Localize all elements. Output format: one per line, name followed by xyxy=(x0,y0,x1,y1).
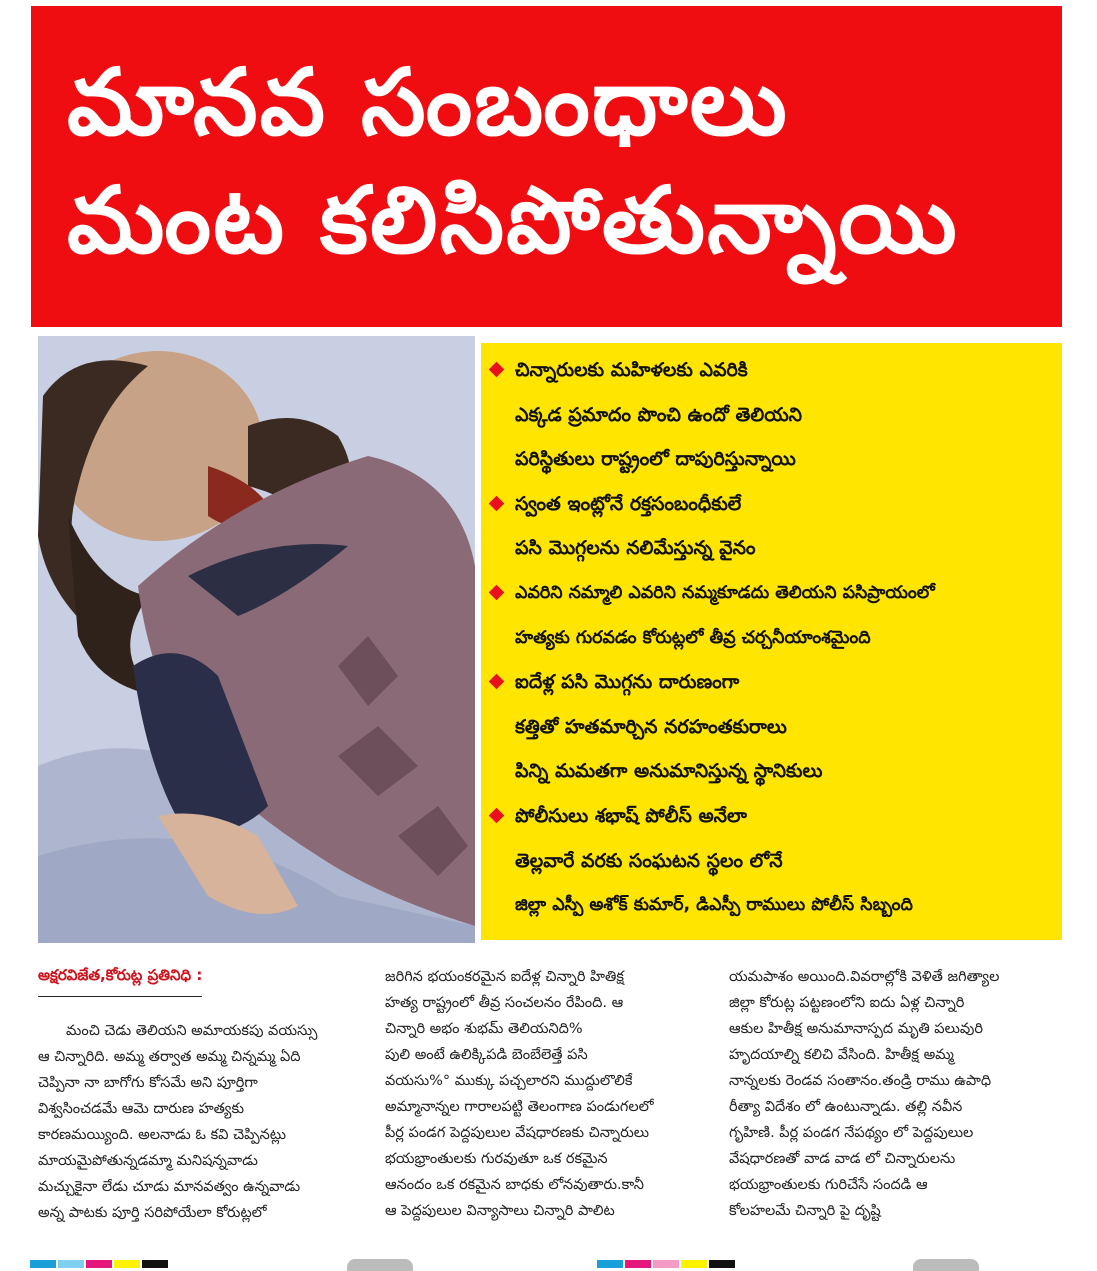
highlight-4-line-1: ఐదేళ్ల పసి మొగ్గను దారుణంగా xyxy=(489,671,1050,716)
body-column-3 xyxy=(729,964,1059,1224)
headline-line-2: మంట కలిసిపోతున్నాయి xyxy=(67,167,959,274)
bullet-diamond-icon xyxy=(489,362,505,378)
body-line: పులి అంటే ఉలిక్కిపడి బెంబేలెత్తే పసి xyxy=(385,1047,588,1063)
body-line: భయభ్రాంతులకు గురవుతూ ఒక రకమైన xyxy=(385,1151,608,1167)
body-line: గృహిణి. పీర్ల పండగ నేపథ్యం లో పెద్దపులుల xyxy=(729,1125,974,1141)
body-line: మంచి చెడు తెలియని అమాయకపు వయస్సు xyxy=(66,1023,318,1039)
registration-tab xyxy=(913,1259,979,1271)
news-photo xyxy=(38,336,475,943)
bullet-diamond-icon xyxy=(489,674,505,690)
highlight-5-line-2: తెల్లవారే వరకు సంఘటన స్థలం లోనే xyxy=(515,849,783,872)
highlight-2-line-1: స్వంత ఇంట్లోనే రక్తసంబంధీకులే xyxy=(489,493,1050,538)
body-line: చిన్నారి అభం శుభమ్ తెలియనిది% xyxy=(385,1021,583,1037)
bullet-diamond-icon xyxy=(489,808,505,824)
body-line: కోలహలమే చిన్నారి పై దృష్టి xyxy=(729,1203,881,1219)
highlight-3-line-2: హత్యకు గురవడం కోరుట్లలో తీవ్ర చర్చనీయాంశమైంది xyxy=(515,627,871,648)
body-line: చెప్పినా నా బాగోగు కోసమే అని పూర్తిగా xyxy=(38,1075,258,1091)
body-line: కారణమయ్యింది. అలనాడు ఓ కవి చెప్పినట్లు xyxy=(38,1127,287,1143)
highlight-1-line-2: ఎక్కడ ప్రమాదం పొంచి ఉందో తెలియని xyxy=(515,403,803,426)
highlight-4-line-3: పిన్ని మమతగా అనుమానిస్తున్న స్థానికులు xyxy=(515,760,823,783)
body-line: అమ్మానాన్నల గారాలపట్టి తెలంగాణ పండుగలలో xyxy=(385,1099,654,1115)
body-column-1 xyxy=(38,1018,368,1226)
news-photo-illustration xyxy=(38,336,475,943)
body-line: ఆ చిన్నారిది. అమ్మ తర్వాత అమ్మ చిన్నమ్మ ఏది xyxy=(38,1049,301,1065)
highlight-1-line-1: చిన్నారులకు మహిళలకు ఎవరికి xyxy=(489,359,1050,404)
highlight-2-line-2: పసి మొగ్గలను నలిమేస్తున్న వైనం xyxy=(515,537,756,560)
body-line: వయసు%° ముక్కు పచ్చలారని ముద్దులొలికే xyxy=(385,1073,633,1089)
body-line: ఆ పెద్దపులుల విన్యాసాలు చిన్నారి పాలిట xyxy=(385,1203,615,1219)
highlight-5-line-1: పోలీసులు శభాష్ పోలీస్ అనేలా xyxy=(489,805,1050,850)
body-line: వేషధారణతో వాడ వాడ లో చిన్నారులను xyxy=(729,1151,956,1167)
highlight-5-line-3: జిల్లా ఎస్పీ అశోక్ కుమార్, డిఎస్పీ రాములు పోలీస్ సిబ్బంది xyxy=(515,895,913,916)
body-line: విశ్వసించడమే ఆమె దారుణ హత్యకు xyxy=(38,1101,245,1117)
body-line: ఆనందం ఒక రకమైన బాధకు లోనవుతారు.కానీ xyxy=(385,1177,644,1193)
body-line: నాన్నలకు రెండవ సంతానం.తండ్రి రాము ఉపాధి xyxy=(729,1073,992,1089)
bullet-diamond-icon xyxy=(489,585,505,601)
body-line: రీత్యా విదేశం లో ఉంటున్నాడు. తల్లి నవీన xyxy=(729,1099,963,1115)
highlight-4-line-2: కత్తితో హతమార్చిన నరహంతకురాలు xyxy=(515,715,787,738)
body-line: మచ్చుకైనా లేడు చూడు మానవత్వం ఉన్నవాడు xyxy=(38,1179,301,1195)
byline: అక్షరవిజేత,కోరుట్ల ప్రతినిధి : xyxy=(38,966,202,997)
highlight-3-line-1: ఎవరిని నమ్మాలి ఎవరిని నమ్మకూడదు తెలియని పసిప్రాయంలో xyxy=(489,582,1050,627)
body-line: ఆకుల హితీక్ష అనుమానాస్పద మృతి పలువురి xyxy=(729,1021,983,1037)
body-line: పీర్ల పండగ పెద్దపులుల వేషధారణకు చిన్నారులు xyxy=(385,1125,650,1141)
highlight-1-line-3: పరిస్థితులు రాష్ట్రంలో దాపురిస్తున్నాయి xyxy=(515,448,796,471)
body-line: జిల్లా కోరుట్ల పట్టణంలోని ఐదు ఏళ్ల చిన్నారి xyxy=(729,995,965,1011)
body-line: భయభ్రాంతులకు గురిచేసే సందడి ఆ xyxy=(729,1177,928,1193)
headline-banner xyxy=(31,6,1062,327)
registration-tab xyxy=(347,1259,413,1271)
highlights-box xyxy=(481,343,1062,940)
body-line: హత్య రాష్ట్రంలో తీవ్ర సంచలనం రేపింది. ఆ xyxy=(385,995,624,1011)
bullet-diamond-icon xyxy=(489,496,505,512)
headline-line-1: మానవ సంబంధాలు xyxy=(67,49,789,156)
body-column-2 xyxy=(385,964,715,1224)
body-line: మాయమైపోతున్నడమ్మా మనిషన్నవాడు xyxy=(38,1153,258,1169)
body-line: యమపాశం అయింది.వివరాల్లోకి వెళితే జగిత్యాల xyxy=(729,969,1000,985)
body-line: హృదయాల్ని కలిచి వేసింది. హితీక్ష అమ్మ xyxy=(729,1047,954,1063)
body-line: జరిగిన భయంకరమైన ఐదేళ్ల చిన్నారి హితిక్ష xyxy=(385,969,624,985)
body-line: అన్న పాటకు పూర్తి సరిపోయేలా కోరుట్లలో xyxy=(38,1205,267,1221)
